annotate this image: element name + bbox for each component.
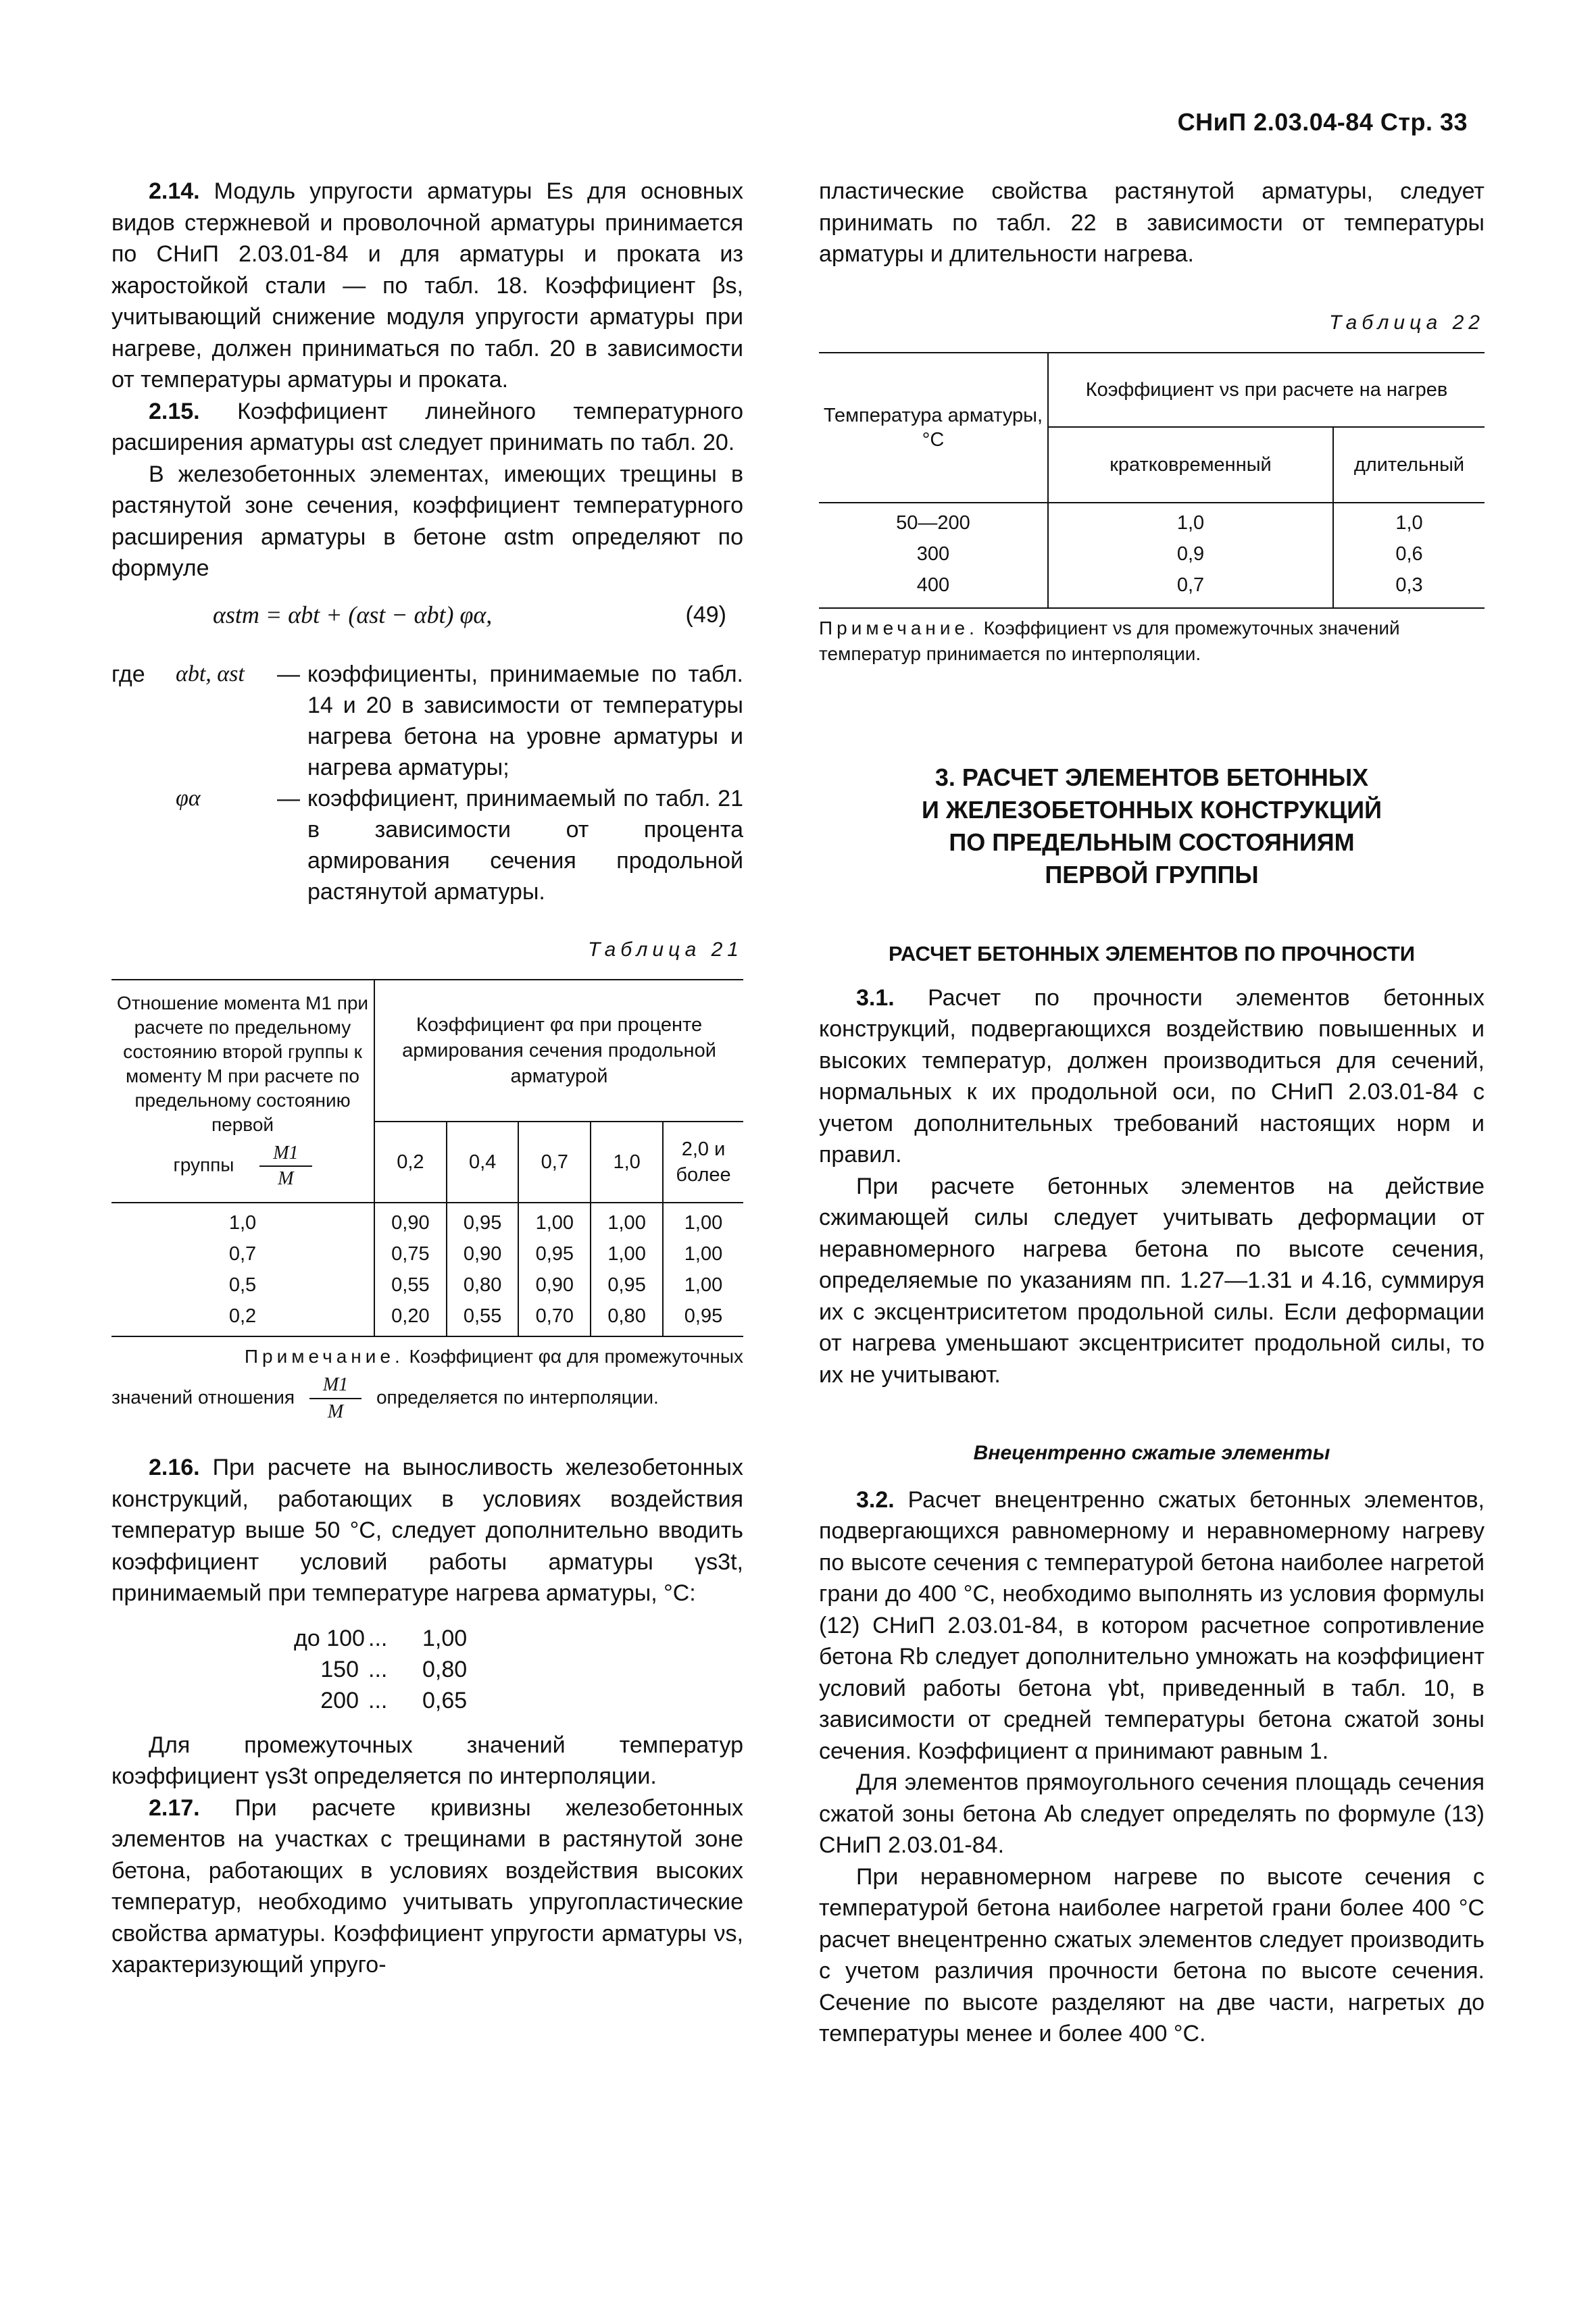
subsection-title: РАСЧЕТ БЕТОННЫХ ЭЛЕМЕНТОВ ПО ПРОЧНОСТИ — [888, 942, 1416, 965]
table-cell: 1,00 — [684, 1274, 723, 1296]
table-cell: 300 — [819, 538, 1048, 570]
where-symbol: φα — [176, 785, 201, 811]
table-21-col: 0,4 — [447, 1122, 519, 1203]
table-row — [111, 1238, 743, 1270]
temp-value: 200 — [320, 1687, 359, 1713]
table-21-col: 1,0 — [591, 1122, 663, 1203]
table-row — [111, 1270, 743, 1301]
section-title-line: 3. РАСЧЕТ ЭЛЕМЕНТОВ БЕТОННЫХ — [934, 763, 1369, 791]
table-22-caption: Таблица 22 — [1328, 311, 1485, 334]
table-cell: 0,90 — [518, 1270, 591, 1301]
list-item — [294, 1623, 743, 1654]
table-cell: 0,95 — [684, 1305, 723, 1327]
clause-text: При расчете кривизны железобетонных элементов на участках с трещинами в растянутой зоне бетона, работающих в условиях воздействия высоких температур, необходимо учитывать упругопластические свойства арматуры. Коэффициент упругости арматуры νs, характеризующий упруго- — [111, 1794, 743, 1978]
table-cell: 1,00 — [684, 1243, 723, 1265]
clause-number: 3.1. — [856, 984, 895, 1011]
section-title-line: ПЕРВОЙ ГРУППЫ — [1045, 861, 1259, 888]
clause-text: При расчете на выносливость железобетонных конструкций, работающих в условиях воздействия температур выше 50 °С, следует дополнительно вводить коэффициент условий работы арматуры γs3t, принимаемый при температуре нагрева арматуры, °С: — [111, 1455, 743, 1606]
paragraph-3-2 — [819, 1484, 1485, 1767]
coef-value: 0,65 — [422, 1687, 468, 1713]
table-cell: 0,20 — [374, 1301, 447, 1336]
where-word: где — [111, 661, 145, 687]
where-symbol: αbt, αst — [176, 661, 245, 686]
table-cell: 0,75 — [374, 1238, 447, 1270]
table-22-note — [819, 616, 1485, 667]
table-21-head-coef: Коэффициент φα при проценте армирования сечения продольной арматурой — [374, 980, 743, 1122]
fraction-bottom: M — [278, 1168, 294, 1189]
note-text: Коэффициент φα для промежуточных — [409, 1346, 743, 1367]
where-definition: коэффициент, принимаемый по табл. 21 в зависимости от процента армирования сечения продольной растянутой арматуры. — [307, 785, 743, 905]
where-dash: — — [277, 785, 300, 811]
ratio-fraction — [259, 1141, 311, 1191]
leader-dots: ... — [368, 1656, 388, 1682]
fraction-top: M1 — [309, 1372, 361, 1399]
leader-dots: ... — [368, 1687, 388, 1713]
table-21-head-ratio — [111, 980, 374, 1203]
table-cell: 50—200 — [819, 503, 1048, 538]
table-row — [819, 570, 1485, 608]
subsection-title-eccentric: Внецентренно сжатые элементы — [973, 1442, 1330, 1464]
table-row — [111, 1203, 743, 1238]
left-column — [111, 176, 743, 1981]
table-cell: 1,00 — [591, 1238, 663, 1270]
clause-text: Коэффициент линейного температурного расширения арматуры αst следует принимать по табл. 20. — [111, 398, 743, 455]
clause-number: 2.14. — [149, 178, 200, 204]
temperature-list — [294, 1623, 743, 1716]
where-dash: — — [277, 661, 300, 687]
coef-value: 0,80 — [422, 1656, 468, 1682]
table-21-col: 2,0 и более — [676, 1138, 731, 1186]
table-cell: 0,70 — [518, 1301, 591, 1336]
note-label: Примечание. — [819, 618, 978, 638]
paragraph-continuation: пластические свойства растянутой арматуры, следует принимать по табл. 22 в зависимости от температуры арматуры и длительности нагрева. — [819, 178, 1485, 267]
formula-text: αstm = αbt + (αst − αbt) φα, — [213, 601, 493, 628]
table-cell: 400 — [819, 570, 1048, 608]
table-21 — [111, 979, 743, 1337]
table-cell: 1,0 — [111, 1203, 374, 1238]
page-header: СНиП 2.03.04-84 Стр. 33 — [1177, 108, 1468, 136]
paragraph-2-15 — [111, 396, 743, 459]
formula-number: (49) — [685, 601, 726, 628]
section-title-line: И ЖЕЛЕЗОБЕТОННЫХ КОНСТРУКЦИЙ — [921, 796, 1382, 824]
table-21-col: 0,7 — [518, 1122, 591, 1203]
clause-number: 2.16. — [149, 1455, 200, 1480]
note-text: Коэффициент νs для промежуточных значений температур принимается по интерполяции. — [819, 618, 1400, 664]
where-list — [111, 659, 743, 907]
temp-value: 150 — [320, 1656, 359, 1682]
table-cell: 0,9 — [1048, 538, 1333, 570]
right-column — [819, 176, 1485, 2050]
paragraph-3-1 — [819, 982, 1485, 1171]
table-cell: 0,95 — [591, 1270, 663, 1301]
table-cell: 1,00 — [684, 1212, 723, 1234]
temp-value: до 100 — [294, 1625, 365, 1651]
note-text: значений отношения — [111, 1386, 295, 1408]
table-cell: 0,6 — [1395, 543, 1423, 565]
table-row — [819, 538, 1485, 570]
clause-text: Модуль упругости арматуры Es для основных видов стержневой и проволочной арматуры принимается по СНиП 2.03.01-84 и для арматуры и проката из жаростойкой стали — по табл. 18. Коэффициент βs, учитывающий снижение модуля упругости арматуры при нагреве, должен приниматься по табл. 20 в зависимости от температуры арматуры и проката. — [111, 178, 743, 393]
table-cell: 0,5 — [111, 1270, 374, 1301]
coef-value: 1,00 — [422, 1625, 468, 1651]
head-ratio-group — [114, 1141, 371, 1191]
fraction-top: M1 — [259, 1141, 311, 1167]
table-22-head-long: длительный — [1353, 454, 1465, 476]
section-title — [819, 761, 1485, 891]
table-cell: 0,55 — [374, 1270, 447, 1301]
table-cell: 1,00 — [518, 1203, 591, 1238]
fraction-bottom: M — [327, 1401, 344, 1422]
table-cell: 0,2 — [111, 1301, 374, 1336]
table-21-caption: Таблица 21 — [587, 938, 743, 961]
table-cell: 1,0 — [1395, 512, 1423, 534]
table-cell: 0,3 — [1395, 574, 1423, 596]
paragraph-2-14 — [111, 176, 743, 396]
table-cell: 0,7 — [1048, 570, 1333, 608]
paragraph-2-16 — [111, 1452, 743, 1609]
table-row — [111, 1301, 743, 1336]
table-cell: 0,80 — [447, 1270, 519, 1301]
where-definition: коэффициенты, принимаемые по табл. 14 и 20 в зависимости от температуры нагрева бетона на уровне арматуры и нагрева арматуры; — [307, 661, 743, 780]
table-cell: 0,7 — [111, 1238, 374, 1270]
clause-number: 2.15. — [149, 398, 200, 424]
clause-text: Расчет внецентренно сжатых бетонных элементов, подвергающихся равномерному и неравномерному нагреву по высоте сечения с температурой бетона наиболее нагретой грани до 400 °С, необходимо выполнять из условия формулы (12) СНиП 2.03.01-84, в котором расчетное сопротивление бетона Rb следует дополнительно умножать на коэффициент условий работы бетона γbt, приведенный в табл. 10, в зависимости от средней температуры бетона сжатой зоны сечения. Коэффициент α принимают равным 1. — [819, 1486, 1485, 1764]
table-cell: 1,0 — [1048, 503, 1333, 538]
table-row — [819, 503, 1485, 538]
paragraph-interpolation: Для промежуточных значений температур коэффициент γs3t определяется по интерполяции. — [111, 1732, 743, 1789]
table-22 — [819, 352, 1485, 609]
table-cell: 1,00 — [591, 1203, 663, 1238]
table-22-head-short: кратковременный — [1048, 427, 1333, 503]
note-label: Примечание. — [244, 1346, 404, 1367]
paragraph-rectangular: Для элементов прямоугольного сечения площадь сечения сжатой зоны бетона Ab следует определять по формуле (13) СНиП 2.03.01-84. — [819, 1769, 1485, 1858]
list-item — [294, 1654, 743, 1685]
paragraph-uneven-heating: При неравномерном нагреве по высоте сечения с температурой бетона наиболее нагретой грани более 400 °С расчет внецентренно сжатых элементов следует производить с учетом различия прочности бетона по высоте сечения. Сечение по высоте разделяют на две части, нагретых до температуры менее и более 400 °С. — [819, 1863, 1485, 2047]
paragraph-cracks: В железобетонных элементах, имеющих трещины в растянутой зоне сечения, коэффициент температурного расширения арматуры в бетоне αstm определяют по формуле — [111, 461, 743, 581]
leader-dots: ... — [368, 1625, 388, 1651]
clause-number: 3.2. — [856, 1486, 895, 1513]
group-word: группы — [173, 1154, 234, 1176]
table-cell: 0,90 — [447, 1238, 519, 1270]
table-cell: 0,95 — [518, 1238, 591, 1270]
table-21-note — [111, 1344, 743, 1425]
table-cell: 0,90 — [374, 1203, 447, 1238]
clause-text: Расчет по прочности элементов бетонных конструкций, подвергающихся воздействию повышенных и высоких температур, должен производиться для сечений, нормальных к их продольной оси, по СНиП 2.03.01-84 с учетом дополнительных требований настоящих норм и правил. — [819, 984, 1485, 1167]
head-ratio-text: Отношение момента M1 при расчете по предельному состоянию второй группы к моменту M при расчете по предельному состоянию первой — [116, 993, 369, 1135]
table-22-head-temp: Температура арматуры, °С — [819, 353, 1048, 503]
paragraph-compression: При расчете бетонных элементов на действие сжимающей силы следует учитывать деформации от неравномерного нагрева бетона по высоте сечения, определяемые по указаниям пп. 1.27—1.31 и 4.16, суммируя их с эксцентриситетом продольной силы. Если деформации от нагрева уменьшают эксцентриситет продольной силы, то их не учитывают. — [819, 1173, 1485, 1388]
table-21-col: 0,2 — [374, 1122, 447, 1203]
note-text: определяется по интерполяции. — [376, 1386, 659, 1408]
table-cell: 0,95 — [447, 1203, 519, 1238]
section-title-line: ПО ПРЕДЕЛЬНЫМ СОСТОЯНИЯМ — [949, 828, 1355, 856]
note-fraction — [309, 1372, 361, 1425]
clause-number: 2.17. — [149, 1794, 200, 1821]
paragraph-2-17 — [111, 1792, 743, 1981]
table-cell: 0,80 — [591, 1301, 663, 1336]
list-item — [294, 1685, 743, 1716]
table-22-head-coef: Коэффициент νs при расчете на нагрев — [1048, 353, 1485, 427]
table-cell: 0,55 — [447, 1301, 519, 1336]
formula-49 — [111, 599, 743, 640]
